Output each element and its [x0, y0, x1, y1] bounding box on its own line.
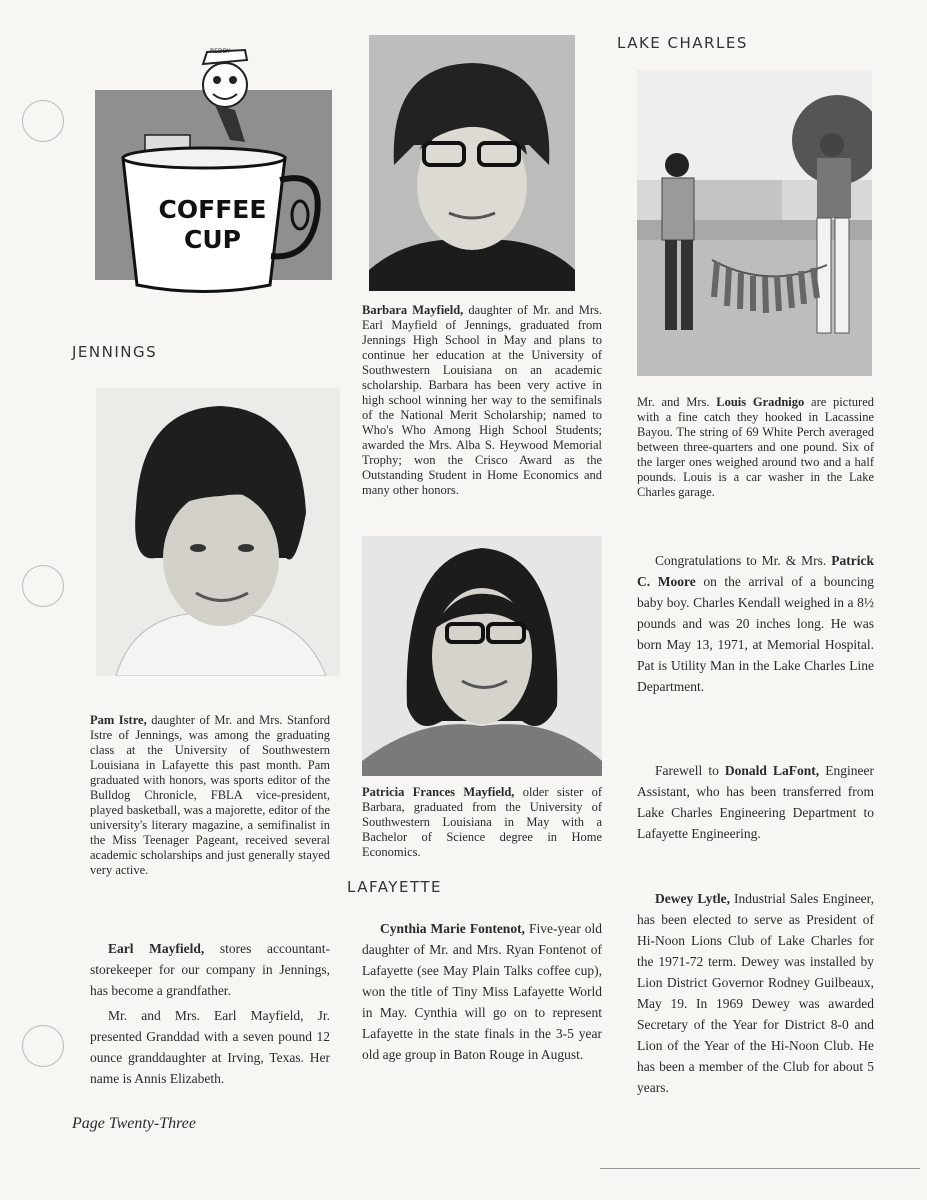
cynthia-text: Five-year old daughter of Mr. and Mrs. Ryan Fontenot of Lafayette (see May Plain Talks coffee cup), won the title of Tiny Miss Lafayette World in May. Cynthia will go on to represent Lafayette in the state finals in the 3-5 year old age group in Baton Rouge in August.: [362, 921, 602, 1062]
pam-name: Pam Istre,: [90, 713, 147, 727]
coffee-cup-illustration: [95, 30, 335, 300]
barbara-mayfield-article: [362, 303, 602, 498]
pam-istre-photo: [96, 388, 340, 676]
moore-pre: Congratulations to Mr. & Mrs.: [655, 553, 832, 568]
barbara-mayfield-photo: [369, 35, 575, 291]
lytle-article: [637, 888, 874, 1098]
patricia-mayfield-photo: [362, 536, 602, 776]
hat-label: REDDY: [210, 48, 231, 55]
barbara-name: Barbara Mayfield,: [362, 303, 464, 317]
gradnigo-fishing-photo: [637, 70, 872, 376]
gradnigo-text: are pictured with a fine catch they hooked in Lacassine Bayou. The string of 69 White Perch averaged between three-quarters and one pound. Six of the larger ones weighed around two and a half pounds. Louis is a car washer in the Lake Charles garage.: [637, 395, 874, 499]
earl-text-1: stores accountant-storekeeper for our company in Jennings, has become a grandfather.: [90, 941, 330, 998]
lafont-name: Donald LaFont,: [724, 763, 820, 778]
binder-hole: [22, 1025, 64, 1067]
cynthia-name: Cynthia Marie Fontenot,: [380, 921, 525, 936]
section-jennings: JENNINGS: [72, 343, 158, 361]
barbara-text: daughter of Mr. and Mrs. Earl Mayfield of Jennings, graduated from Jennings High School in May and plans to continue her education at the University of Southwestern Louisiana on an academic scholarship. Barbara has been very active in high school winning her way to the semifinals of the National Merit Scholarship; named to Who's Who Among High School Students; awarded the Mrs. Alba S. Heywood Memorial Trophy; won the Crisco Award as the Outstanding Student in Home Economics and many other honors.: [362, 303, 602, 497]
earl-text-2: Mr. and Mrs. Earl Mayfield, Jr. presented Granddad with a seven pound 12 ounce granddaughter at Irving, Texas. Her name is Annis Elizabeth.: [90, 1008, 330, 1086]
binder-hole: [22, 565, 64, 607]
lafont-text: Engineer Assistant, who has been transferred from Lake Charles Engineering Department to Lafayette Engineering.: [637, 763, 874, 841]
gradnigo-pre: Mr. and Mrs.: [637, 395, 717, 409]
logo-line-2: CUP: [184, 225, 241, 254]
patricia-mayfield-article: [362, 785, 602, 860]
lafont-pre: Farewell to: [655, 763, 725, 778]
moore-name: Patrick C. Moore: [637, 553, 874, 589]
cynthia-fontenot-article: [362, 918, 602, 1065]
earl-name: Earl Mayfield,: [108, 941, 205, 956]
coffee-cup-logo: [95, 30, 335, 300]
lytle-name: Dewey Lytle,: [655, 891, 730, 906]
patricia-name: Patricia Frances Mayfield,: [362, 785, 515, 799]
moore-text: on the arrival of a bouncing baby boy. Charles Kendall weighed in a 8½ pounds and was 20 inches long. He was born May 13, 1971, at Memorial Hospital. Pat is Utility Man in the Lake Charles Line Department.: [637, 574, 875, 694]
logo-line-1: COFFEE: [158, 195, 267, 224]
section-lafayette: LAFAYETTE: [347, 878, 442, 896]
bottom-rule: [600, 1168, 920, 1169]
gradnigo-article: [637, 395, 874, 500]
gradnigo-name: Louis Gradnigo: [716, 395, 805, 409]
lytle-text: Industrial Sales Engineer, has been elected to serve as President of Hi-Noon Lions Club of Lake Charles for the 1971-72 term. Dewey was installed by Lion District Governor Rodney Guilbeaux, May 19. In 1969 Dewey was awarded Secretary of the Year for District 8-0 and Lion of the Year of the Hi-Noon Club. He has been a member of the Club for about 5 years.: [637, 891, 875, 1095]
moore-article: [637, 550, 874, 697]
lafont-article: [637, 760, 874, 844]
pam-istre-article: [90, 713, 330, 878]
section-lake-charles: LAKE CHARLES: [617, 34, 748, 52]
page-number: Page Twenty-Three: [72, 1115, 196, 1132]
earl-mayfield-article: [90, 938, 330, 1089]
patricia-text: older sister of Barbara, graduated from the University of Southwestern Louisiana in May with a Bachelor of Science degree in Home Economics.: [362, 785, 602, 859]
pam-text: daughter of Mr. and Mrs. Stanford Istre of Jennings, was among the graduating class at the University of Southwestern Louisiana in Lafayette this past month. Pam graduated with honors, was sports editor of the Bulldog Chronicle, FBLA vice-president, played basketball, was a majorette, editor of the university's literary magazine, a semifinalist in the Miss Teenager Pageant, received several academic scholarships and just generally stayed very active.: [90, 713, 330, 877]
binder-hole: [22, 100, 64, 142]
